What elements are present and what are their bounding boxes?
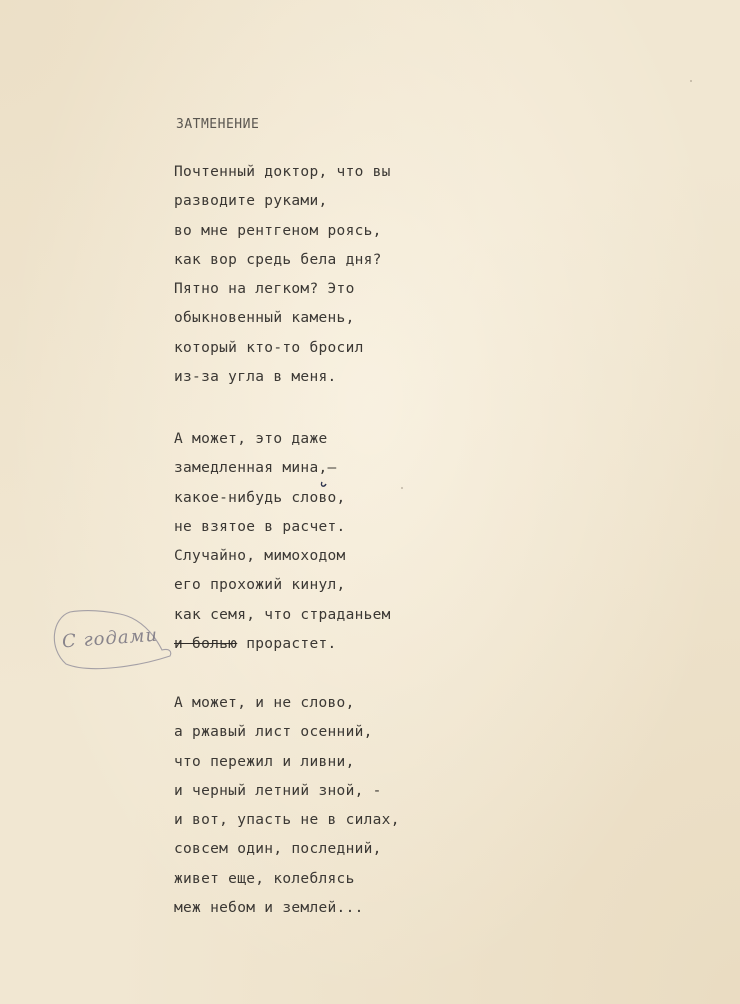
poem-line: что пережил и ливни, <box>174 753 355 770</box>
poem-line-rest: прорастет. <box>237 636 337 653</box>
poem-line: во мне рентгеном роясь, <box>174 222 382 239</box>
poem-line: А может, и не слово, <box>174 695 355 711</box>
poem-line: Случайно, мимоходом <box>174 548 346 565</box>
poem-line: какое-нибудь слово, <box>174 489 346 506</box>
poem-line: совсем один, последний, <box>174 841 382 858</box>
margin-note: С годами <box>61 624 159 653</box>
struck-out-text: и болью <box>174 636 238 653</box>
poem-line: разводите руками, <box>174 193 328 210</box>
poem-line: замедленная мина,— <box>174 460 337 477</box>
poem-line: его прохожий кинул, <box>174 577 346 594</box>
poem-line: не взятое в расчет. <box>174 518 346 535</box>
poem-line-struck <box>174 630 391 659</box>
poem-line: и черный летний зной, - <box>174 782 382 799</box>
poem-line: из-за угла в меня. <box>174 369 337 386</box>
poem-title: ЗАТМЕНЕНИЕ <box>176 117 260 132</box>
paper-speck <box>401 487 403 489</box>
stanza-3 <box>174 689 400 923</box>
poem-line: живет еще, колеблясь <box>174 870 355 887</box>
poem-line: как семя, что страданьем <box>174 606 391 623</box>
poem-line: который кто-то бросил <box>174 339 364 356</box>
poem-line: а ржавый лист осенний, <box>174 724 373 741</box>
stanza-1 <box>174 158 391 392</box>
poem-line: Пятно на легком? Это <box>174 281 355 298</box>
paper-speck <box>690 80 692 82</box>
stanza-2 <box>174 425 391 659</box>
poem-line: обыкновенный камень, <box>174 310 355 327</box>
poem-line: А может, это даже <box>174 431 328 447</box>
poem-line: Почтенный доктор, что вы <box>174 164 391 180</box>
poem-line: как вор средь бела дня? <box>174 251 382 268</box>
poem-line: и вот, упасть не в силах, <box>174 812 400 829</box>
poem-line: меж небом и землей... <box>174 900 364 917</box>
